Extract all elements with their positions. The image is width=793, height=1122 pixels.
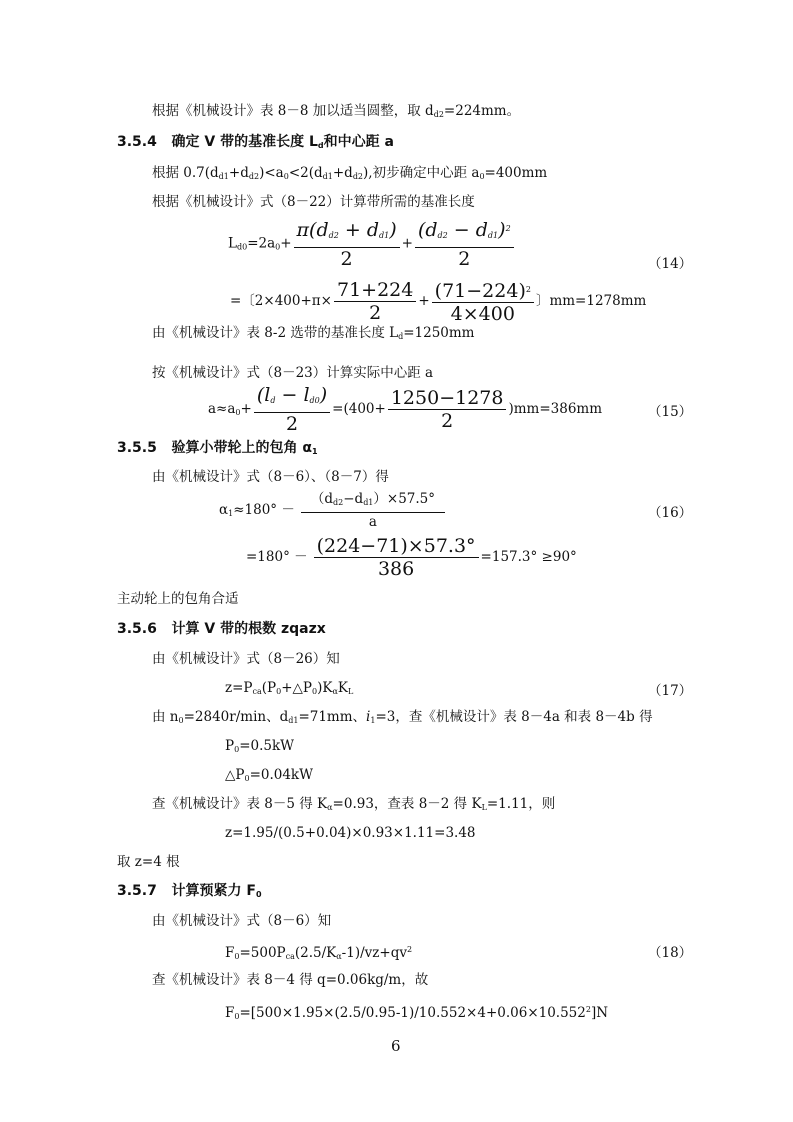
page-number: 6: [391, 1037, 401, 1055]
text-line: 按《机械设计》式（8－23）计算实际中心距 a: [152, 365, 434, 381]
text-line: 查《机械设计》表 8－5 得 $K_\alpha=0.93$，查表 8－2 得 $K_L=1.11$，则: [152, 796, 556, 812]
text-line: 取 z=4 根: [117, 854, 180, 870]
text-line: 根据《机械设计》表 8－8 加以适当圆整，取 $d_{d2}=224mm$。: [152, 103, 521, 119]
text-line: 由《机械设计》表 8-2 选带的基准长度 $L_d=1250mm$: [152, 325, 475, 341]
text-line: $P_0=0.5kW$: [225, 738, 295, 754]
section-heading: 3.5.6 计算 V 带的根数 zqazx: [117, 621, 326, 637]
text-line: 查《机械设计》表 8－4 得 q=0.06kg/m，故: [152, 972, 429, 988]
section-heading: 3.5.7 计算预紧力 $F_0$: [117, 883, 262, 899]
equation-18: $F_0=500P_{ca}(2.5/K_\alpha-1)/vz+qv^2$: [225, 945, 413, 961]
text-line: 由《机械设计》式（8－6）知: [152, 913, 332, 929]
equation-F0: $F_0=[500\times 1.95\times(2.5/0.95-1)/10.552\times 4+0.06\times 10.552^2]N$: [225, 1005, 609, 1021]
equation-number: （18）: [648, 945, 693, 961]
text-line: 由《机械设计》式（8－6）、（8－7）得: [152, 469, 389, 485]
equation-17: $z=P_{ca}(P_0+\triangle P_0)K_\alpha K_L$: [225, 680, 354, 696]
equation-14: $L_{d0}=2a_0+$ $\frac{\pi(d_{d2} + d_{d1})}{2}$ + $\frac{(d_{d2} - d_{d1})^2}{2}$: [228, 218, 516, 273]
equation-number: （16）: [648, 505, 693, 521]
equation-number: （14）: [648, 256, 693, 272]
text-line: 根据《机械设计》式（8－22）计算带所需的基准长度: [152, 194, 475, 210]
equation-16-continued: =180° － $\frac{(224-71)\times 57.3^\circ}{386}$ =157.3° ≥90°: [246, 535, 577, 580]
equation-16: $\alpha_1\approx 180^\circ$ － $\frac{(d_{d2}-d_{d1})\times 57.5^\circ}{a}$: [219, 490, 447, 534]
equation-number: （17）: [648, 683, 693, 699]
text-line: 由《机械设计》式（8－26）知: [152, 651, 340, 667]
text-line: 主动轮上的包角合适: [117, 591, 239, 607]
equation-15: $a\approx a_0+$ $\frac{(l_d - l_{d0})}{2}$ =(400+ $\frac{1250-1278}{2}$ )mm=386mm: [208, 384, 603, 435]
equation-14-continued: =〔2×400+π× $\frac{71+224}{2}$ + $\frac{(71-224)^2}{4\times 400}$ 〕mm=1278mm: [230, 279, 647, 325]
section-heading: 3.5.4 确定 V 带的基准长度 $L_d$和中心距 a: [117, 134, 394, 150]
equation-z: z=1.95/(0.5+0.04)×0.93×1.11=3.48: [225, 825, 476, 841]
equation-number: （15）: [648, 404, 693, 420]
text-line: 根据 $0.7(d_{d1}+d_{d2})<a_0<2(d_{d1}+d_{d2})$,初步确定中心距 $a_0=400mm$: [152, 165, 548, 181]
section-heading: 3.5.5 验算小带轮上的包角 $\alpha_1$: [117, 440, 318, 456]
text-line: 由 $n_0=2840r/\min$、$d_{d1}=71mm$、$i_1=3$，查《机械设计》表 8－4a 和表 8－4b 得: [152, 709, 653, 725]
text-line: $\triangle P_0=0.04kW$: [225, 767, 313, 783]
